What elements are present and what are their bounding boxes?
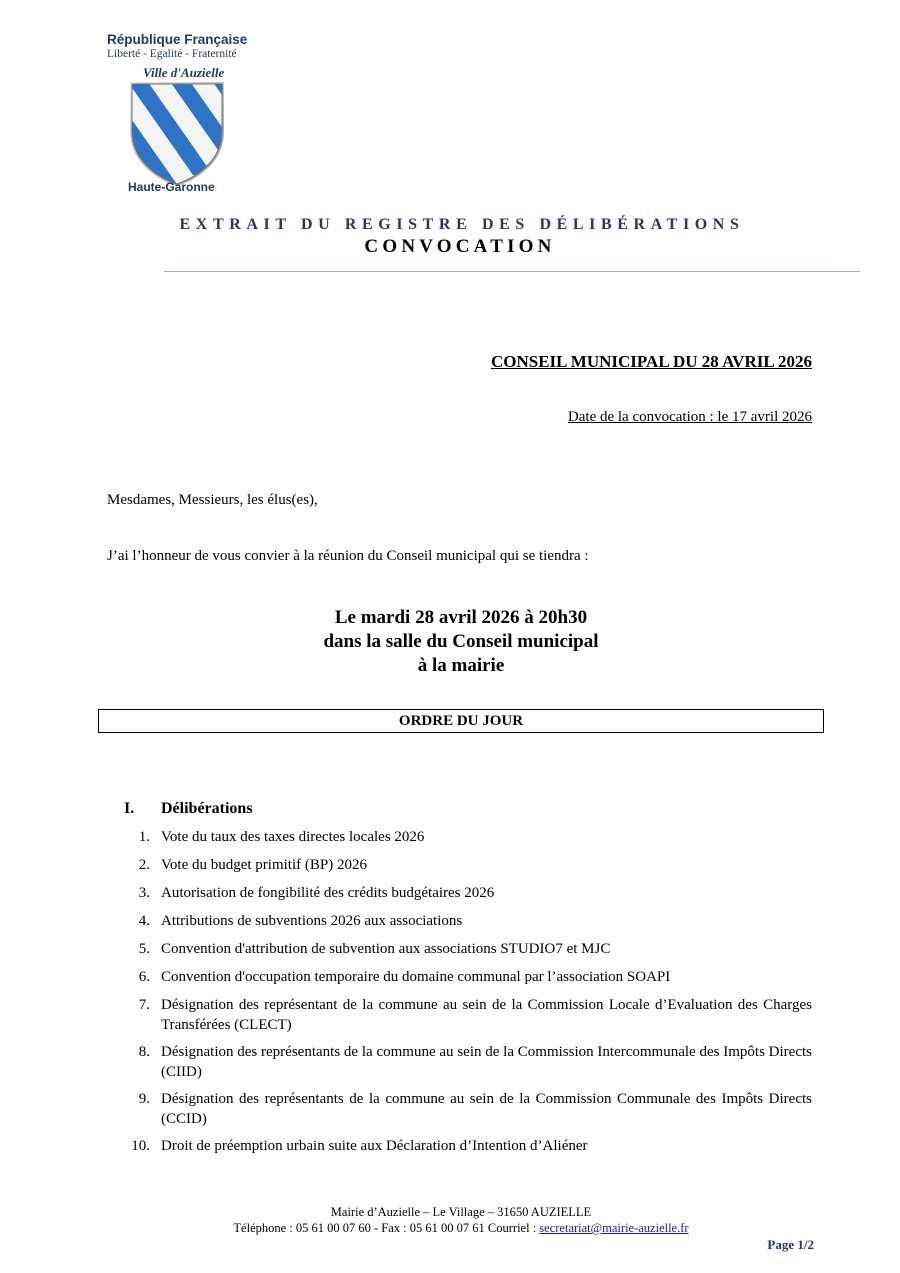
agenda-item-text: Droit de préemption urbain suite aux Déclaration d’Intention d’Aliéner bbox=[161, 1138, 588, 1154]
page-number: Page 1/2 bbox=[767, 1237, 814, 1252]
header-divider bbox=[164, 271, 860, 272]
agenda-item bbox=[124, 884, 812, 904]
agenda-item-number: 4. bbox=[138, 913, 150, 929]
salutation: Mesdames, Messieurs, les élus(es), bbox=[107, 492, 318, 508]
agenda-title: ORDRE DU JOUR bbox=[398, 713, 524, 729]
agenda-item-text: Désignation des représentant de la commune au sein de la Commission Locale d’Evaluation des Charges Transférées (CLECT) bbox=[161, 997, 812, 1033]
agenda-item-number: 8. bbox=[138, 1044, 150, 1060]
agenda-item bbox=[124, 1137, 812, 1157]
agenda-item bbox=[124, 856, 812, 876]
agenda-item-number: 5. bbox=[138, 941, 150, 957]
agenda-item-text: Autorisation de fongibilité des crédits budgétaires 2026 bbox=[161, 885, 495, 901]
town-name: Ville d'Auzielle bbox=[143, 65, 225, 80]
agenda-section-heading bbox=[124, 800, 253, 818]
agenda-item bbox=[124, 1090, 812, 1129]
agenda-title-box bbox=[98, 709, 824, 733]
agenda-item bbox=[124, 996, 812, 1035]
meeting-details bbox=[0, 606, 900, 678]
register-title: EXTRAIT DU REGISTRE DES DÉLIBÉRATIONS bbox=[179, 216, 745, 233]
agenda-item bbox=[124, 828, 812, 848]
agenda-item-number: 9. bbox=[138, 1091, 150, 1107]
agenda-item bbox=[124, 968, 812, 988]
conseil-municipal-title: CONSEIL MUNICIPAL DU 28 AVRIL 2026 bbox=[490, 352, 812, 371]
republic-motto: Liberté - Egalité - Fraternité bbox=[107, 48, 237, 60]
agenda-item-text: Attributions de subventions 2026 aux associations bbox=[161, 913, 463, 929]
intro-paragraph: J’ai l’honneur de vous convier à la réunion du Conseil municipal qui se tiendra : bbox=[107, 548, 589, 564]
footer-contact bbox=[0, 1221, 900, 1236]
meeting-room-line: dans la salle du Conseil municipal bbox=[323, 631, 599, 652]
agenda-item-number: 6. bbox=[138, 969, 150, 985]
department-name: Haute-Garonne bbox=[128, 180, 215, 194]
agenda-item-text: Convention d'attribution de subvention aux associations STUDIO7 et MJC bbox=[161, 941, 611, 957]
footer-contact-text: Téléphone : 05 61 00 07 60 - Fax : 05 61 00 07 61 Courriel : bbox=[233, 1221, 540, 1235]
meeting-date-line: Le mardi 28 avril 2026 à 20h30 bbox=[334, 607, 588, 628]
document-type-title: CONVOCATION bbox=[364, 236, 556, 257]
agenda-item-text: Vote du taux des taxes directes locales 2026 bbox=[161, 829, 425, 845]
section-number: I. bbox=[124, 800, 135, 817]
section-title: Délibérations bbox=[161, 800, 253, 817]
convocation-date: Date de la convocation : le 17 avril 2026 bbox=[567, 409, 812, 425]
footer-address: Mairie d’Auzielle – Le Village – 31650 AUZIELLE bbox=[330, 1205, 592, 1219]
republic-title: République Française bbox=[107, 32, 248, 47]
agenda-item-text: Désignation des représentants de la commune au sein de la Commission Communale des Impôts Directs (CCID) bbox=[161, 1091, 812, 1127]
agenda-item bbox=[124, 912, 812, 932]
agenda-item-text: Vote du budget primitif (BP) 2026 bbox=[161, 857, 367, 873]
agenda-item-number: 10. bbox=[131, 1138, 150, 1154]
agenda-item-text: Désignation des représentants de la commune au sein de la Commission Intercommunale des Impôts Directs (CIID) bbox=[161, 1044, 812, 1080]
town-coat-of-arms-icon bbox=[128, 80, 226, 186]
agenda-item-number: 2. bbox=[138, 857, 150, 873]
agenda-item-number: 3. bbox=[138, 885, 150, 901]
agenda-item-text: Convention d'occupation temporaire du domaine communal par l’association SOAPI bbox=[161, 969, 671, 985]
agenda-list bbox=[124, 828, 812, 1165]
agenda-item-number: 1. bbox=[138, 829, 150, 845]
agenda-item bbox=[124, 940, 812, 960]
meeting-place-line: à la mairie bbox=[417, 655, 505, 676]
agenda-item-number: 7. bbox=[138, 997, 150, 1013]
agenda-item bbox=[124, 1043, 812, 1082]
email-link[interactable]: secretariat@mairie-auzielle.fr bbox=[539, 1221, 689, 1235]
